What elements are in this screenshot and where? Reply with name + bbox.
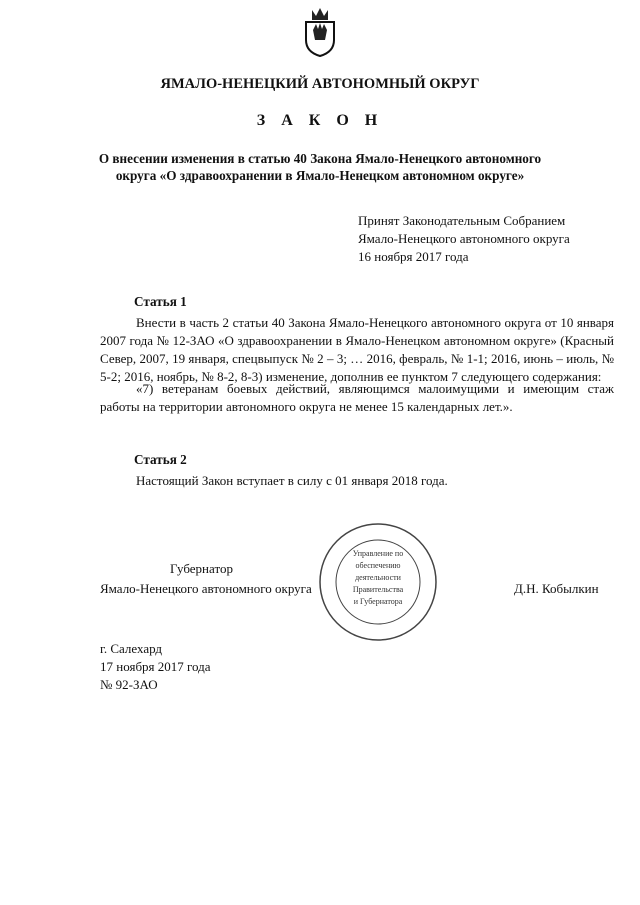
signatory-office: Ямало-Ненецкого автономного округа xyxy=(100,581,312,596)
article-1-item-7: «7) ветеранам боевых действий, являющимся малоимущими и имеющим стаж работы на территории автономного округа не менее 15 календарных лет.». xyxy=(100,381,614,414)
document-type-heading: З А К О Н xyxy=(256,112,384,129)
signatory-name: Д.Н. Кобылкин xyxy=(514,581,599,596)
signing-date: 17 ноября 2017 года xyxy=(100,659,211,674)
law-number: № 92-ЗАО xyxy=(100,677,158,692)
adoption-line: 16 ноября 2017 года xyxy=(358,249,469,264)
region-heading: ЯМАЛО-НЕНЕЦКИЙ АВТОНОМНЫЙ ОКРУГ xyxy=(160,76,480,92)
law-title-line: О внесении изменения в статью 40 Закона Ямало-Ненецкого автономного xyxy=(98,151,542,166)
place-of-signing: г. Салехард xyxy=(100,641,163,656)
article-2-text: Настоящий Закон вступает в силу с 01 января 2018 года. xyxy=(136,473,448,488)
seal-line: Управление по xyxy=(352,549,404,558)
article-2-heading: Статья 2 xyxy=(134,452,187,467)
adoption-note xyxy=(358,212,570,266)
law-title-line: округа «О здравоохранении в Ямало-Ненецком автономном округе» xyxy=(115,168,525,183)
adoption-line: Ямало-Ненецкого автономного округа xyxy=(358,231,570,246)
seal-line: и Губернатора xyxy=(353,597,403,606)
coat-of-arms-icon xyxy=(300,4,340,58)
adoption-line: Принят Законодательным Собранием xyxy=(358,213,566,228)
article-1-text: Внести в часть 2 статьи 40 Закона Ямало-Ненецкого автономного округа от 10 января 2007 года № 12-ЗАО «О здравоохранении в Ямало-Ненецком автономном округе» (Красный Север, 2007, 19 января, спецвыпуск № 2 – 3; … 2016, февраль, № 1-1; 2016, июнь – июль, № 5-2; 2016, ноябрь, № 8-2, 8-3) изменение, дополнив ее пунктом 7 следующего содержания: xyxy=(100,315,614,384)
law-title xyxy=(0,150,640,184)
seal-line: обеспечению xyxy=(355,561,401,570)
official-seal xyxy=(316,520,440,644)
seal-line: деятельности xyxy=(355,573,401,582)
article-1-heading: Статья 1 xyxy=(134,294,187,309)
signatory-title: Губернатор xyxy=(170,561,233,576)
seal-line: Правительства xyxy=(352,585,404,594)
